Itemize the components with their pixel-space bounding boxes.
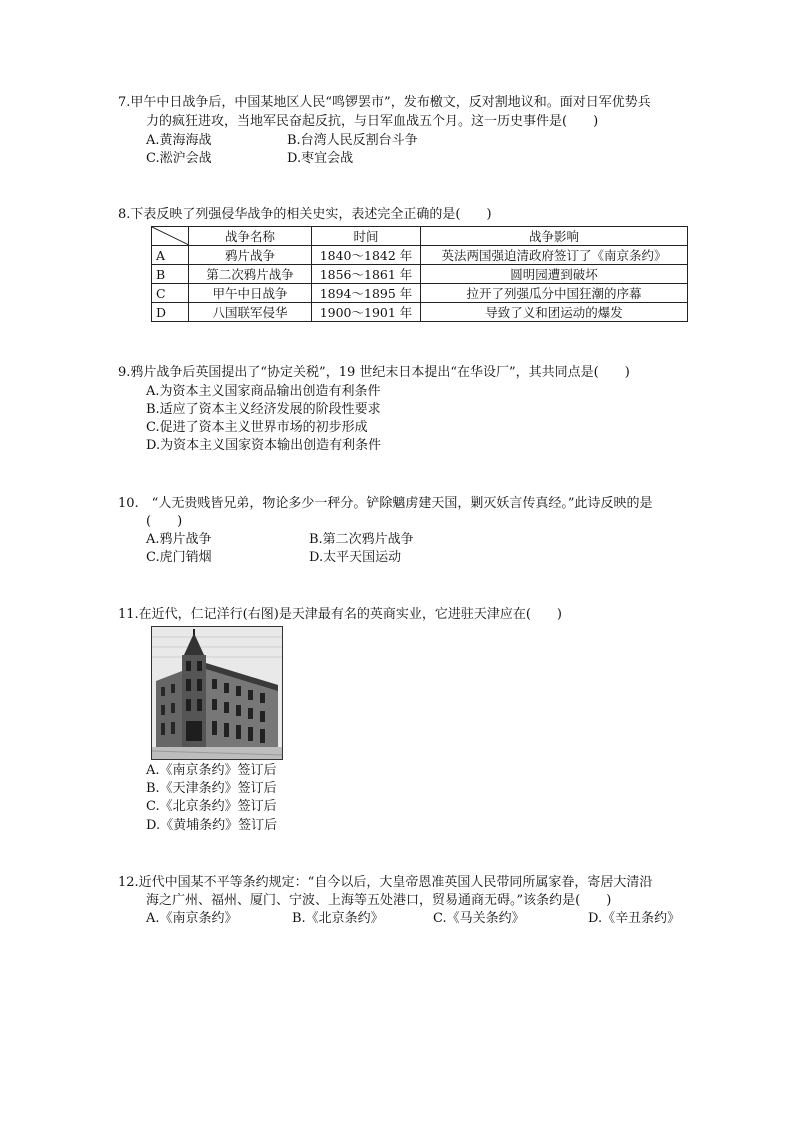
row-time: 1840～1842 年 <box>312 246 421 265</box>
q12-option-c: C.《马关条约》 <box>433 911 525 926</box>
q7-stem-line2: 力的疯狂进攻，当地军民奋起反抗，与日军血战五个月。这一历史事件是( ) <box>146 114 599 129</box>
q7-stem-line1: 7.甲午中日战争后，中国某地区人民“鸣锣罢市”，发布檄文，反对割地议和。面对日军优势兵 <box>118 95 651 110</box>
header-war-name: 战争名称 <box>189 227 312 246</box>
row-time: 1900～1901 年 <box>312 303 421 322</box>
diagonal-header-cell <box>152 227 189 246</box>
q9-option-d: D.为资本主义国家资本输出创造有利条件 <box>146 438 382 453</box>
q8-stem: 8.下表反映了列强侵华战争的相关史实，表述完全正确的是( ) <box>118 207 492 222</box>
row-effect: 圆明园遭到破坏 <box>421 265 688 284</box>
q7-option-a: A.黄海海战 <box>146 133 212 148</box>
building-illustration-icon <box>152 627 282 759</box>
q11-option-b: B.《天津条约》签订后 <box>146 781 277 796</box>
row-war-name: 八国联军侵华 <box>189 303 312 322</box>
row-war-name: 鸦片战争 <box>189 246 312 265</box>
q12-option-a: A.《南京条约》 <box>146 911 238 926</box>
q11-option-a: A.《南京条约》签订后 <box>146 763 277 778</box>
q7-option-d: D.枣宜会战 <box>287 151 354 166</box>
table-header-row <box>152 227 688 246</box>
q10-stem-line2: ( ) <box>146 514 183 529</box>
q12-option-b: B.《北京条约》 <box>292 911 384 926</box>
q10-option-b: B.第二次鸦片战争 <box>309 532 414 547</box>
row-effect: 英法两国强迫清政府签订了《南京条约》 <box>421 246 688 265</box>
diagonal-line-icon <box>152 227 189 245</box>
q7-option-c: C.淞沪会战 <box>146 151 212 166</box>
q11-option-d: D.《黄埔条约》签订后 <box>146 818 278 833</box>
building-photo <box>151 626 283 760</box>
q12-option-d: D.《辛丑条约》 <box>588 911 681 926</box>
table-row <box>152 246 688 265</box>
table-row <box>152 303 688 322</box>
row-war-name: 甲午中日战争 <box>189 284 312 303</box>
q7-option-b: B.台湾人民反割台斗争 <box>287 133 418 148</box>
q11-option-c: C.《北京条约》签订后 <box>146 799 277 814</box>
q9-option-a: A.为资本主义国家商品输出创造有利条件 <box>146 384 381 399</box>
header-effect: 战争影响 <box>421 227 688 246</box>
q12-stem-line2: 海之广州、福州、厦门、宁波、上海等五处港口，贸易通商无碍。”该条约是( ) <box>146 893 612 908</box>
q10-option-a: A.鸦片战争 <box>146 532 212 547</box>
q9-stem: 9.鸦片战争后英国提出了“协定关税”，19 世纪末日本提出“在华设厂”，其共同点是( ) <box>118 365 630 380</box>
row-letter: A <box>152 246 189 265</box>
q8-table <box>151 226 688 322</box>
q10-option-c: C.虎门销烟 <box>146 550 212 565</box>
row-effect: 拉开了列强瓜分中国狂潮的序幕 <box>421 284 688 303</box>
row-time: 1856～1861 年 <box>312 265 421 284</box>
table-row <box>152 265 688 284</box>
row-effect: 导致了义和团运动的爆发 <box>421 303 688 322</box>
table-row <box>152 284 688 303</box>
row-letter: C <box>152 284 189 303</box>
row-letter: B <box>152 265 189 284</box>
header-time: 时间 <box>312 227 421 246</box>
q12-stem-line1: 12.近代中国某不平等条约规定：“自今以后，大皇帝恩准英国人民带同所属家眷，寄居大清沿 <box>118 875 653 890</box>
q10-stem-line1: 10. “人无贵贱皆兄弟，物论多少一秤分。铲除魑虏建天国，剿灭妖言传真经。”此诗反映的是 <box>118 496 653 511</box>
q9-option-c: C.促进了资本主义世界市场的初步形成 <box>146 420 368 435</box>
q9-option-b: B.适应了资本主义经济发展的阶段性要求 <box>146 402 381 417</box>
q10-option-d: D.太平天国运动 <box>309 550 402 565</box>
q11-stem: 11.在近代，仁记洋行(右图)是天津最有名的英商实业，它进驻天津应在( ) <box>118 607 562 622</box>
row-time: 1894～1895 年 <box>312 284 421 303</box>
row-letter: D <box>152 303 189 322</box>
row-war-name: 第二次鸦片战争 <box>189 265 312 284</box>
